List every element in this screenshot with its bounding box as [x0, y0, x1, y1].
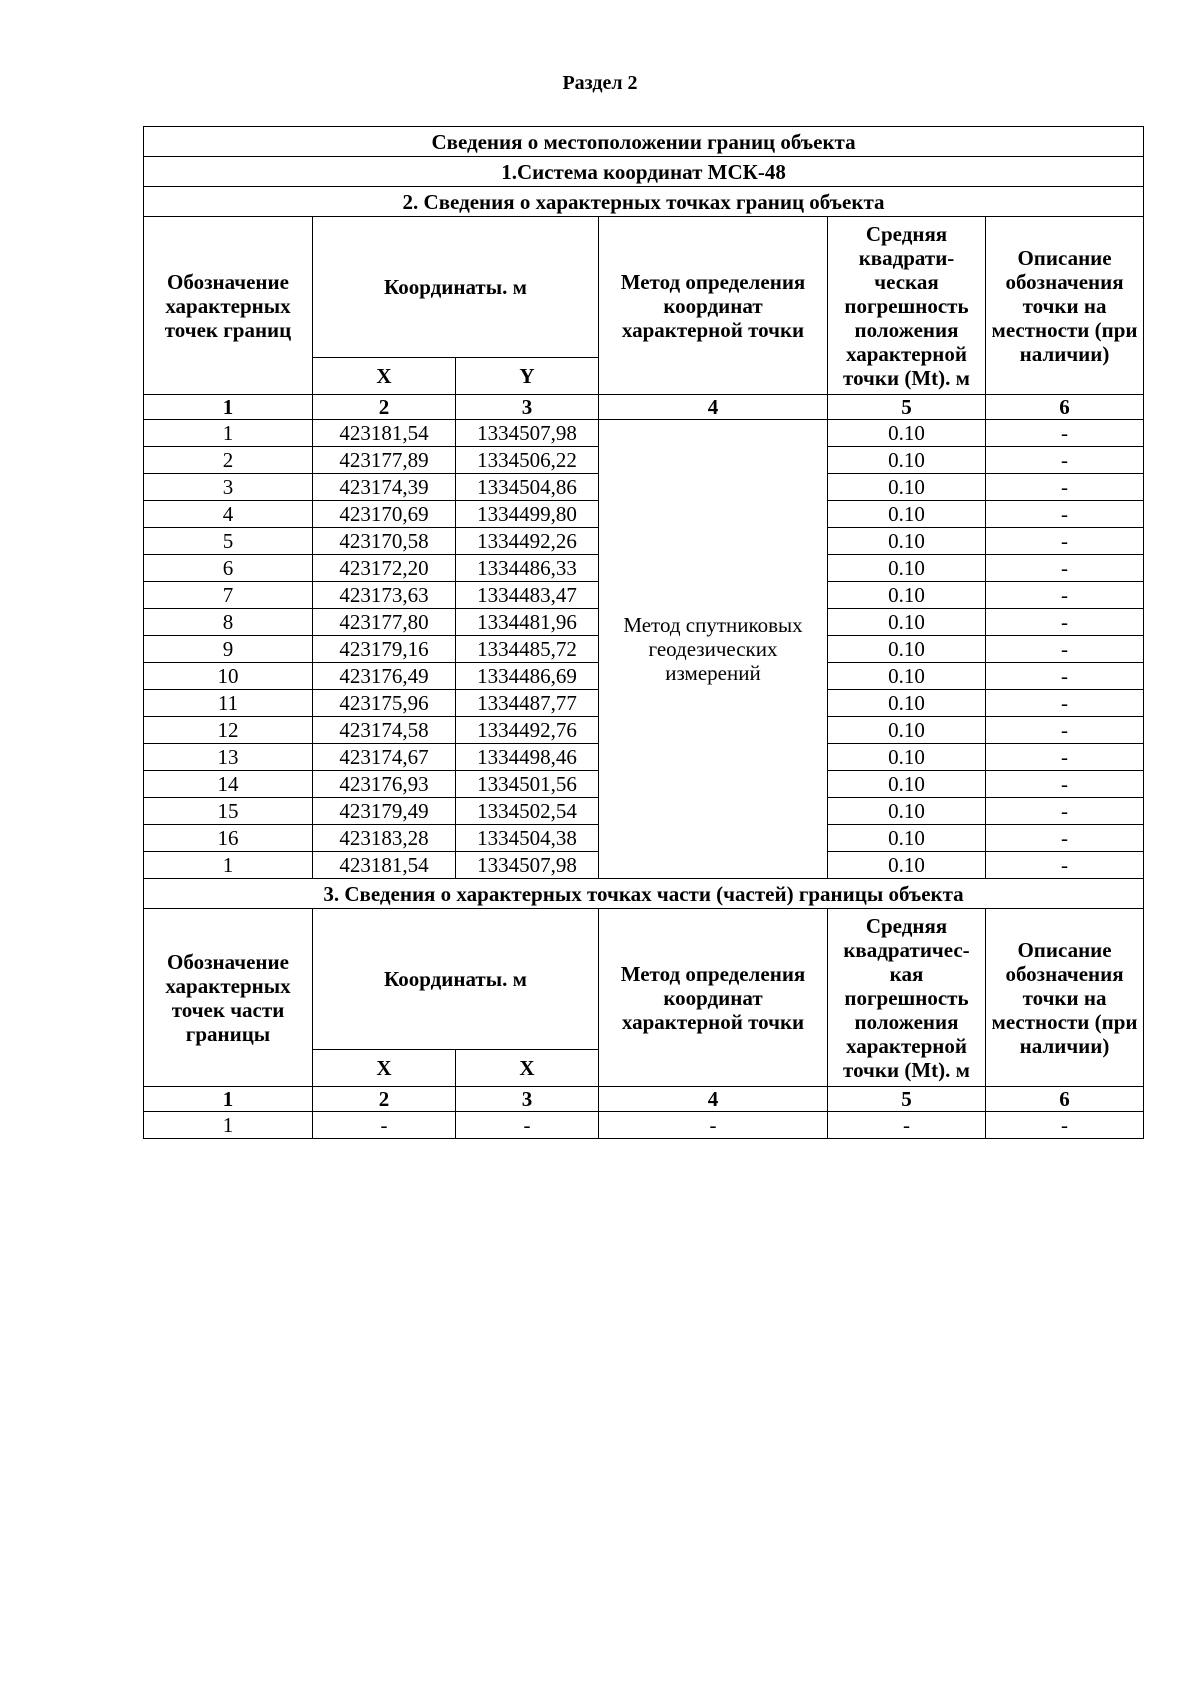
boundary-table: [143, 126, 1144, 1139]
header-method: Метод определения координат характерной точки: [599, 217, 828, 395]
header-part-designation: Обозначение характерных точек части границы: [144, 909, 313, 1087]
error-value: 0.10: [828, 663, 986, 690]
description-value: -: [986, 501, 1144, 528]
coordinate-x: 423172,20: [313, 555, 456, 582]
description-value: -: [986, 636, 1144, 663]
point-number: 7: [144, 582, 313, 609]
coordinate-y: 1334481,96: [456, 609, 599, 636]
coordinate-x: 423174,39: [313, 474, 456, 501]
error-value: 0.10: [828, 447, 986, 474]
coordinate-x: 423179,49: [313, 798, 456, 825]
column-index: 3: [456, 395, 599, 420]
header-y: Y: [456, 358, 599, 395]
coordinate-y: 1334507,98: [456, 420, 599, 447]
coordinate-y: 1334501,56: [456, 771, 599, 798]
description-value: -: [986, 825, 1144, 852]
coordinate-y: 1334504,38: [456, 825, 599, 852]
point-number: 2: [144, 447, 313, 474]
header-part-description: Описание обозначения точки на местности (при наличии): [986, 909, 1144, 1087]
coordinate-y: -: [456, 1112, 599, 1139]
point-number: 4: [144, 501, 313, 528]
coordinate-y: 1334498,46: [456, 744, 599, 771]
header-part-x1: X: [313, 1050, 456, 1087]
error-value: 0.10: [828, 636, 986, 663]
coordinate-x: 423174,58: [313, 717, 456, 744]
coordinate-x: 423176,49: [313, 663, 456, 690]
column-index: 4: [599, 395, 828, 420]
block3-title: 3. Сведения о характерных точках части (частей) границы объекта: [144, 879, 1144, 909]
description-value: -: [986, 771, 1144, 798]
header-x: X: [313, 358, 456, 395]
table-row: [144, 420, 1144, 447]
column-index-row: [144, 395, 1144, 420]
column-index-row: [144, 1087, 1144, 1112]
error-value: -: [828, 1112, 986, 1139]
point-number: 11: [144, 690, 313, 717]
column-index: 1: [144, 395, 313, 420]
error-value: 0.10: [828, 609, 986, 636]
column-index: 6: [986, 1087, 1144, 1112]
point-number: 15: [144, 798, 313, 825]
method-value: Метод спутниковых геодезических измерений: [599, 420, 828, 879]
coordinate-y: 1334507,98: [456, 852, 599, 879]
coordinate-y: 1334486,69: [456, 663, 599, 690]
description-value: -: [986, 663, 1144, 690]
method-value: -: [599, 1112, 828, 1139]
description-value: -: [986, 609, 1144, 636]
coordinate-y: 1334499,80: [456, 501, 599, 528]
error-value: 0.10: [828, 420, 986, 447]
column-index: 3: [456, 1087, 599, 1112]
coordinate-y: 1334504,86: [456, 474, 599, 501]
description-value: -: [986, 582, 1144, 609]
error-value: 0.10: [828, 852, 986, 879]
coordinate-x: 423183,28: [313, 825, 456, 852]
point-number: 1: [144, 852, 313, 879]
error-value: 0.10: [828, 717, 986, 744]
point-number: 13: [144, 744, 313, 771]
coordinate-y: 1334485,72: [456, 636, 599, 663]
column-index: 5: [828, 1087, 986, 1112]
description-value: -: [986, 474, 1144, 501]
column-index: 1: [144, 1087, 313, 1112]
point-number: 5: [144, 528, 313, 555]
error-value: 0.10: [828, 825, 986, 852]
header-designation: Обозначение характерных точек границ: [144, 217, 313, 395]
coordinate-y: 1334487,77: [456, 690, 599, 717]
description-value: -: [986, 744, 1144, 771]
coordinate-y: 1334502,54: [456, 798, 599, 825]
coordinate-y: 1334492,76: [456, 717, 599, 744]
description-value: -: [986, 717, 1144, 744]
error-value: 0.10: [828, 798, 986, 825]
coordinate-x: 423174,67: [313, 744, 456, 771]
description-value: -: [986, 852, 1144, 879]
header-part-x2: X: [456, 1050, 599, 1087]
table-title: Сведения о местоположении границ объекта: [144, 127, 1144, 157]
header-error: Средняя квадрати-ческая погрешность положения характерной точки (Mt). м: [828, 217, 986, 395]
column-index: 6: [986, 395, 1144, 420]
description-value: -: [986, 528, 1144, 555]
header-part-error: Средняя квадратичес-кая погрешность положения характерной точки (Mt). м: [828, 909, 986, 1087]
description-value: -: [986, 1112, 1144, 1139]
coordinate-y: 1334486,33: [456, 555, 599, 582]
coordinate-x: -: [313, 1112, 456, 1139]
point-number: 12: [144, 717, 313, 744]
coordinate-x: 423181,54: [313, 852, 456, 879]
coordinate-system: 1.Система координат МСК-48: [144, 157, 1144, 187]
coordinate-x: 423170,69: [313, 501, 456, 528]
coordinate-y: 1334492,26: [456, 528, 599, 555]
column-index: 4: [599, 1087, 828, 1112]
section-title: Раздел 2: [562, 72, 638, 94]
error-value: 0.10: [828, 555, 986, 582]
error-value: 0.10: [828, 744, 986, 771]
header-part-coordinates: Координаты. м: [313, 909, 599, 1050]
point-number: 14: [144, 771, 313, 798]
error-value: 0.10: [828, 690, 986, 717]
column-index: 5: [828, 395, 986, 420]
description-value: -: [986, 798, 1144, 825]
point-number: 8: [144, 609, 313, 636]
table-row: [144, 1112, 1144, 1139]
coordinate-x: 423176,93: [313, 771, 456, 798]
coordinate-x: 423173,63: [313, 582, 456, 609]
error-value: 0.10: [828, 528, 986, 555]
header-part-method: Метод определения координат характерной точки: [599, 909, 828, 1087]
point-number: 6: [144, 555, 313, 582]
coordinate-x: 423177,80: [313, 609, 456, 636]
coordinate-y: 1334506,22: [456, 447, 599, 474]
description-value: -: [986, 420, 1144, 447]
coordinate-x: 423177,89: [313, 447, 456, 474]
error-value: 0.10: [828, 771, 986, 798]
description-value: -: [986, 447, 1144, 474]
coordinate-x: 423181,54: [313, 420, 456, 447]
point-number: 9: [144, 636, 313, 663]
error-value: 0.10: [828, 474, 986, 501]
point-number: 3: [144, 474, 313, 501]
coordinate-x: 423179,16: [313, 636, 456, 663]
point-number: 10: [144, 663, 313, 690]
column-index: 2: [313, 1087, 456, 1112]
coordinate-y: 1334483,47: [456, 582, 599, 609]
description-value: -: [986, 555, 1144, 582]
error-value: 0.10: [828, 582, 986, 609]
block2-title: 2. Сведения о характерных точках границ объекта: [144, 187, 1144, 217]
error-value: 0.10: [828, 501, 986, 528]
description-value: -: [986, 690, 1144, 717]
coordinate-x: 423170,58: [313, 528, 456, 555]
header-description: Описание обозначения точки на местности (при наличии): [986, 217, 1144, 395]
point-number: 1: [144, 1112, 313, 1139]
point-number: 1: [144, 420, 313, 447]
column-index: 2: [313, 395, 456, 420]
point-number: 16: [144, 825, 313, 852]
header-coordinates: Координаты. м: [313, 217, 599, 358]
coordinate-x: 423175,96: [313, 690, 456, 717]
